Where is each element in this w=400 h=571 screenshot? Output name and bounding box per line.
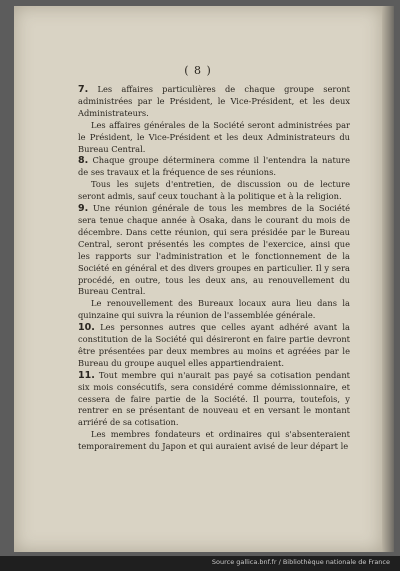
paragraph-text: Chaque groupe déterminera comme il l'entendra la nature de ses travaux et la fréquence de ses réunions. — [78, 155, 350, 178]
paragraph-11 — [78, 370, 350, 430]
paragraph-text: Tout membre qui n'aurait pas payé sa cotisation pendant six mois consécutifs, sera considéré comme démissionnaire, et cessera de faire partie de la Société. Il pourra, toutefois, y rentrer en se présentant de nouveau et en versant le montant arriéré de sa cotisation. — [78, 369, 350, 428]
document-page — [14, 6, 382, 552]
article-number: 11. — [78, 369, 95, 381]
source-credit: Source gallica.bnf.fr / Bibliothèque nationale de France — [211, 558, 390, 566]
page-number: ( 8 ) — [184, 64, 212, 77]
paragraph-9 — [78, 203, 350, 298]
paragraph-text: Les affaires particulières de chaque groupe seront administrées par le Président, le Vice-Président, et les deux Administrateurs. — [78, 84, 351, 118]
paragraph-text: Tous les sujets d'entretien, de discussion ou de lecture seront admis, sauf ceux touchant à la politique et à la religion. — [78, 179, 350, 202]
paragraph-text: Une réunion générale de tous les membres de la Société sera tenue chaque année à Osaka, dans le courant du mois de décembre. Dans cette réunion, qui sera présidée par le Bureau Central, seront présentés les comptes de l'exercice, ainsi que les rapports sur l'administration et le fonctionnement de la Société en général et des divers groupes en particulier. Il y sera procédé, en outre, tous les deux ans, au renouvellement du Bureau Central. — [78, 203, 350, 297]
article-number: 8. — [78, 155, 89, 167]
article-number: 9. — [78, 203, 89, 215]
paragraph-text: Les membres fondateurs et ordinaires qui s'absenteraient temporairement du Japon et qui auraient avisé de leur départ le — [78, 429, 350, 452]
article-number: 7. — [78, 84, 89, 95]
paragraph-text: Les personnes autres que celles ayant adhéré avant la constitution de la Société qui désireront en faire partie devront être présentées par deux membres au moins et agréées par le Bureau du groupe auquel elles appartiendraient. — [78, 322, 350, 368]
paragraph-8b — [78, 179, 350, 203]
paragraph-9b — [78, 298, 350, 322]
book-binding-edge — [382, 6, 394, 552]
paragraph-8 — [78, 155, 350, 179]
paragraph-7b — [78, 120, 350, 156]
article-number: 10. — [78, 322, 95, 334]
paragraph-7 — [78, 84, 350, 120]
paragraph-11b — [78, 429, 350, 453]
paragraph-text: Le renouvellement des Bureaux locaux aura lieu dans la quinzaine qui suivra la réunion de l'assemblée générale. — [78, 298, 350, 321]
body-text — [78, 84, 350, 453]
paragraph-text: Les affaires générales de la Société seront administrées par le Président, le Vice-Président et les deux Administrateurs du Bureau Central. — [78, 119, 350, 154]
paragraph-10 — [78, 322, 350, 370]
